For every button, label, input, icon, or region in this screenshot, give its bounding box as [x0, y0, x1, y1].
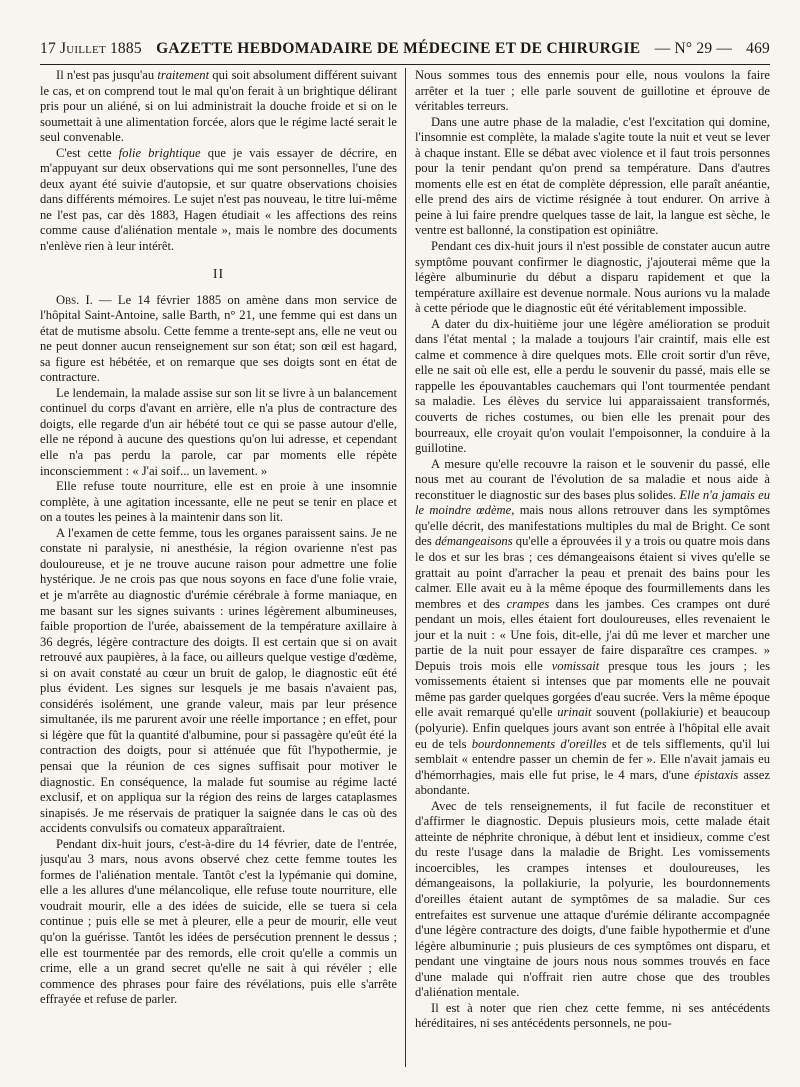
- header-page-number: 469: [746, 40, 770, 57]
- header-journal-title: GAZETTE HEBDOMADAIRE DE MÉDECINE ET DE CHIRURGIE: [156, 40, 641, 57]
- paragraph: A dater du dix-huitième jour une légère amélioration se produit dans l'état mental ; la malade a toujours l'air craintif, mais elle est calme et commence à dire quelques mots. Elle croit sortir d'un rêve, elle ne sait où elle est, elle a perdu le souvenir du passé, mais elle se rappelle les épouvantables cauchemars qui l'ont tourmentée pendant sa maladie. Les élèves du service lui apparaissaient transformés, couverts de riches costumes, ou bien elle les prenait pour des bourreaux, elle croyait qu'on voulait l'empoisonner, la conduire à la guillotine.: [415, 316, 770, 456]
- paragraph: Obs. I. — Le 14 février 1885 on amène dans mon service de l'hôpital Saint-Antoine, salle Barth, n° 21, une femme qui est dans un état de mutisme absolu. Cette femme a trente-sept ans, elle ne veut ou ne peut donner aucun renseignement sur son état; son œil est hagard, sa figure est hébétée, et on remarque que ses doigts sont en état de contracture.: [40, 292, 397, 385]
- paragraph: Pendant dix-huit jours, c'est-à-dire du 14 février, date de l'entrée, jusqu'au 3 mars, nous avons observé chez cette femme toutes les formes de l'aliénation mentale. Tantôt c'est la lypémanie qui domine, elle a les allures d'une mélancolique, elle refuse toute nourriture, elle voudrait mourir, elle a des idées de suicide, elle se tuera si cela continue ; puis elle se met à pleurer, elle a peur de mourir, elle veut qu'on la guérisse. Tantôt les idées de persécution prennent le dessus ; elle est tourmentée par des remords, elle croit qu'elle a commis un crime, elle a un grand secret qu'elle ne sait à qui révéler ; elle commence des phrases pour faire des révélations, puis elle s'arrête effrayée et refuse de parler.: [40, 836, 397, 1007]
- paragraph: Pendant ces dix-huit jours il n'est possible de constater aucun autre symptôme pouvant confirmer le diagnostic, j'ajouterai même que la légère albuminurie du début a disparu rapidement et que la température axillaire est devenue normale. Nous aurions vu la malade à cette période que le diagnostic eût été véritablement impossible.: [415, 239, 770, 316]
- paragraph: A l'examen de cette femme, tous les organes paraissent sains. Je ne constate ni paralysie, ni anesthésie, la région ovarienne n'est pas douloureuse, et je ne trouve aucune raison pour admettre une folie hystérique. Je ne crois pas que nous soyons en face d'une folie vraie, et je m'arrête au diagnostic d'urémie cérébrale à forme maniaque, en me basant sur les signes suivants : urines légèrement albumineuses, faible proportion de l'urée, abaissement de la température axillaire à 36 degrés, légère contracture des doigts. Il est certain que si on avait retrouvé aux paupières, à la face, ou ailleurs quelque vestige d'œdème, si on avait constaté au cœur un bruit de galop, le diagnostic eût été plus évident. Les signes sur lesquels je me basais n'avaient pas, considérés isolément, une grande valeur, mais par leur présence simultanée, ils me parurent avoir une réelle importance ; en effet, pour si légère que fût la quantité d'albumine, pour si passagère qu'eût été la contraction des doigts, pour si atténuée que fût l'hypothermie, je pensai que la réunion de ces signes suffisait pour motiver le diagnostic. En conséquence, la malade fut soumise au régime lacté exclusif, et on appliqua sur la région des reins de larges cataplasmes sinapisés. Je me réservais de pratiquer la saignée dans le cas où des accidents convulsifs ou comateux apparaîtraient.: [40, 525, 397, 836]
- running-header: [40, 40, 770, 62]
- paragraph: Il est à noter que rien chez cette femme, ni ses antécédents héréditaires, ni ses antécédents personnels, ne pou-: [415, 1000, 770, 1031]
- article-body: [40, 68, 770, 1067]
- right-column: [405, 68, 770, 1067]
- header-issue: — N° 29 —: [654, 40, 733, 57]
- paragraph: Elle refuse toute nourriture, elle est en proie à une insomnie complète, à une agitation incessante, elle ne peut se tenir en place et on a toutes les peines à la maintenir dans son lit.: [40, 479, 397, 525]
- paragraph: A mesure qu'elle recouvre la raison et le souvenir du passé, elle nous met au courant de l'évolution de sa maladie et nous aide à reconstituer le diagnostic sur des bases plus solides. Elle n'a jamais eu le moindre œdème, mais nous allons retrouver dans les symptômes qu'elle décrit, des manifestations multiples du mal de Bright. Ce sont des démangeaisons qu'elle a éprouvées il y a trois ou quatre mois dans le dos et sur les bras ; ces démangeaisons étaient si vives qu'elle se grattait au point d'arracher la peau et prenait des bains pour les calmer. Elle avait eu à la même époque des fourmillements dans les membres et des crampes dans les jambes. Ces crampes ont duré pendant un mois, elles étaient fort douloureuses, elles revenaient le jour et la nuit : « Une fois, dit-elle, j'ai dû me lever et marcher une partie de la nuit pour essayer de faire disparaître ces crampes. » Depuis trois mois elle vomissait presque tous les jours ; les vomissements étaient si intenses que par moments elle ne pouvait même pas garder quelques gorgées d'eau sucrée. Vers la même époque elle avait remarqué qu'elle urinait souvent (pollakiurie) et beaucoup (polyurie). Enfin quelques jours avant son entrée à l'hôpital elle avait eu de tels bourdonnements d'oreilles et de tels sifflements, qu'il lui semblait « entendre passer un chemin de fer ». Elle n'avait jamais eu d'hémorrhagies, mais elle fut prise, le 4 mars, d'une épistaxis assez abondante.: [415, 456, 770, 798]
- paragraph: Dans une autre phase de la maladie, c'est l'excitation qui domine, l'insomnie est complète, la malade s'agite toute la nuit et veut se lever à chaque instant. Elle se débat avec violence et il faut trois personnes pour la tenir pendant qu'on prend sa température. Dans d'autres moments elle est en état de complète dépression, elle paraît anéantie, elle prend des airs de victime résignée à tout endurer. On arrive à peine à lui faire prendre quelques tasse de lait, la langue est sèche, le ventre est ballonné, la constipation est opiniâtre.: [415, 114, 770, 238]
- section-number: II: [212, 266, 225, 282]
- paragraph: Il n'est pas jusqu'au traitement qui soit absolument différent suivant le cas, et on comprend tout le mal qu'on ferait à un brightique délirant pris pour un aliéné, si on lui administrait la douche froide et si on le soumettait à une alimentation forcée, alors que le régime lacté serait le seul convenable.: [40, 68, 397, 145]
- paragraph: Nous sommes tous des ennemis pour elle, nous voulons la faire arrêter et la tuer ; elle parle souvent de guillotine et éprouve de véritables terreurs.: [415, 68, 770, 114]
- paragraph: C'est cette folie brightique que je vais essayer de décrire, en m'appuyant sur deux observations qui me sont personnelles, l'une des deux ayant été suivie d'autopsie, et sur quatre observations choisies dans différents mémoires. Le sujet n'est pas nouveau, le titre lui-même ne l'est pas, car dès 1883, Hagen étudiait « les affections des reins comme cause d'aliénation mentale », mais le nombre des documents n'enlève rien à leur intérêt.: [40, 145, 397, 254]
- header-rule: [40, 64, 770, 65]
- header-issue-page: [655, 40, 770, 58]
- paragraph: Avec de tels renseignements, il fut facile de reconstituer et d'affirmer le diagnostic. Depuis plusieurs mois, cette malade était atteinte de néphrite chronique, à début lent et insidieux, comme c'est du reste l'usage dans la maladie de Bright. Les vomissements incoercibles, les crampes intenses et douloureuses, les démangeaisons, la pollakiurie, la polyurie, les bourdonnements d'oreilles étaient autant de symptômes de sa maladie. Sur ces entrefaites est survenue une attaque d'urémie délirante accompagnée d'une légère contracture des doigts, d'une faible hypothermie et d'une légère albuminurie ; puis plusieurs de ces symptômes ont disparu, et pendant une vingtaine de jours nous nous sommes trouvés en face d'une malade qui n'offrait rien autre chose que des troubles d'aliénation mentale.: [415, 798, 770, 1000]
- paragraph: Le lendemain, la malade assise sur son lit se livre à un balancement continuel du corps d'avant en arrière, elle n'a plus de contracture des doigts, elle regarde d'un air hébété tout ce qui se passe autour d'elle, elle ne répond à aucune des questions qu'on lui adresse, et cependant elle n'a pas perdu la parole, car par moments elle répète inconsciemment : « J'ai soif... un lavement. »: [40, 385, 397, 478]
- left-column: [40, 68, 405, 1067]
- header-date: 17 Juillet 1885: [40, 40, 142, 57]
